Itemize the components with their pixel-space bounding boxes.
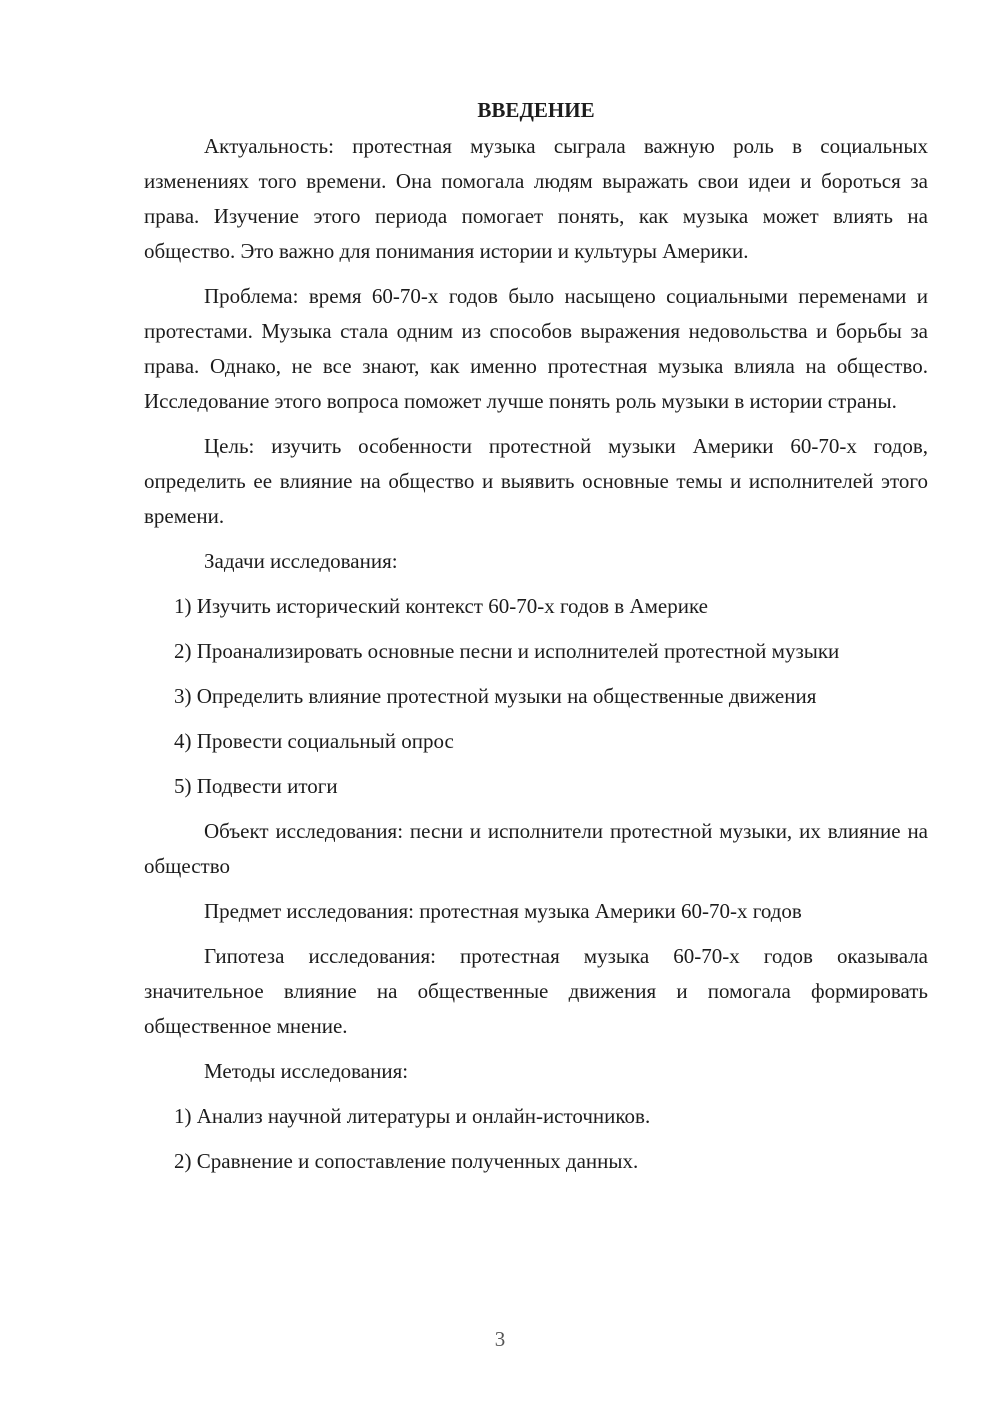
relevance-paragraph: Актуальность: протестная музыка сыграла важную роль в социальных изменениях того времени. Она помогала людям выражать свои идеи и бороться за права. Изучение этого периода помогает понять, как музыка может влиять на общество. Это важно для понимания истории и культуры Америки. xyxy=(144,134,928,263)
task-item-2: 2) Проанализировать основные песни и исполнителей протестной музыки xyxy=(174,639,840,663)
page-body xyxy=(144,92,928,1179)
methods-title: Методы исследования: xyxy=(204,1059,409,1083)
hypothesis-paragraph: Гипотеза исследования: протестная музыка 60-70-х годов оказывала значительное влияние на общественные движения и помогала формировать общественное мнение. xyxy=(144,944,928,1038)
task-item-5: 5) Подвести итоги xyxy=(174,774,338,798)
page-number: 3 xyxy=(494,1327,506,1351)
problem-paragraph: Проблема: время 60-70-х годов было насыщено социальными переменами и протестами. Музыка стала одним из способов выражения недовольства и борьбы за права. Однако, не все знают, как именно протестная музыка влияла на общество. Исследование этого вопроса поможет лучше понять роль музыки в истории страны. xyxy=(144,284,928,413)
goal-paragraph: Цель: изучить особенности протестной музыки Америки 60-70-х годов, определить ее влияние на общество и выявить основные темы и исполнителей этого времени. xyxy=(144,434,928,528)
task-item-3: 3) Определить влияние протестной музыки на общественные движения xyxy=(174,684,817,708)
section-heading: ВВЕДЕНИЕ xyxy=(477,98,595,122)
subject-paragraph: Предмет исследования: протестная музыка Америки 60-70-х годов xyxy=(204,899,802,923)
method-item-1: 1) Анализ научной литературы и онлайн-источников. xyxy=(174,1104,651,1128)
method-item-2: 2) Сравнение и сопоставление полученных данных. xyxy=(174,1149,639,1173)
tasks-title: Задачи исследования: xyxy=(204,549,398,573)
task-item-4: 4) Провести социальный опрос xyxy=(174,729,454,753)
object-paragraph: Объект исследования: песни и исполнители протестной музыки, их влияние на общество xyxy=(144,819,928,878)
task-item-1: 1) Изучить исторический контекст 60-70-х годов в Америке xyxy=(174,594,708,618)
